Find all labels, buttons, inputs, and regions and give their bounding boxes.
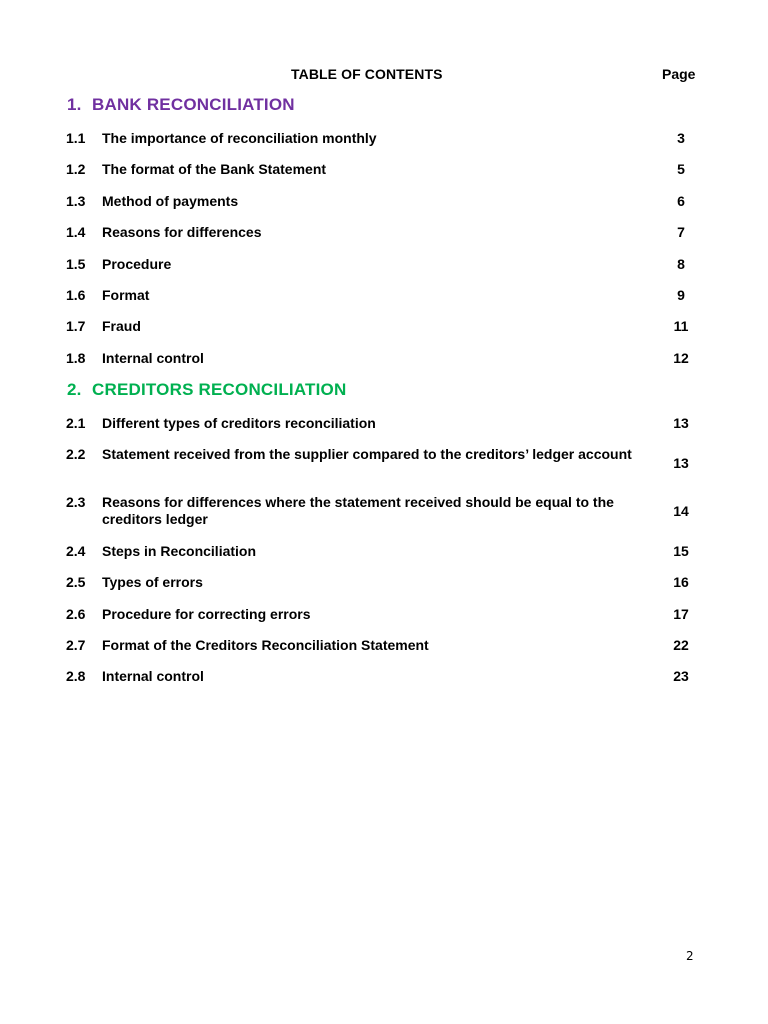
entry-number: 1.8 <box>66 350 86 366</box>
entry-page: 8 <box>677 256 685 272</box>
toc-header <box>0 66 768 86</box>
entry-label: Internal control <box>102 350 204 366</box>
entry-page: 5 <box>677 161 685 177</box>
entry-page: 9 <box>677 287 685 303</box>
entry-number: 2.5 <box>66 574 86 590</box>
section-number: 1. <box>67 95 82 114</box>
entry-label: Reasons for differences <box>102 224 262 240</box>
entry-page: 7 <box>677 224 685 240</box>
entry-number: 2.4 <box>66 543 86 559</box>
entry-label: Internal control <box>102 668 204 684</box>
entry-number: 1.1 <box>66 130 86 146</box>
page-number: 2 <box>686 949 694 963</box>
entry-label: Procedure for correcting errors <box>102 606 311 622</box>
entry-label: Different types of creditors reconciliation <box>102 415 376 431</box>
entry-number: 1.4 <box>66 224 86 240</box>
section-title: BANK RECONCILIATION <box>92 95 295 114</box>
section-heading-bank-reconciliation <box>67 95 295 115</box>
entry-page: 13 <box>673 455 689 471</box>
entry-label: Procedure <box>102 256 172 272</box>
entry-page: 11 <box>673 318 689 334</box>
entry-number: 2.8 <box>66 668 86 684</box>
entry-label: Types of errors <box>102 574 203 590</box>
entry-label: Fraud <box>102 318 141 334</box>
entry-page: 14 <box>673 503 689 519</box>
entry-number: 1.6 <box>66 287 86 303</box>
entry-page: 6 <box>677 193 685 209</box>
entry-page: 17 <box>673 606 689 622</box>
entry-number: 2.1 <box>66 415 86 431</box>
entry-label: Method of payments <box>102 193 239 209</box>
section-number: 2. <box>67 380 82 399</box>
entry-number: 2.6 <box>66 606 86 622</box>
entry-number: 2.7 <box>66 637 86 653</box>
entry-number: 2.2 <box>66 446 86 462</box>
entry-number: 1.5 <box>66 256 86 272</box>
entry-label: Format <box>102 287 150 303</box>
entry-number: 1.2 <box>66 161 86 177</box>
entry-page: 22 <box>673 637 689 653</box>
entry-page: 16 <box>673 574 689 590</box>
entry-page: 3 <box>677 130 685 146</box>
entry-label: The format of the Bank Statement <box>102 161 327 177</box>
entry-number: 2.3 <box>66 494 86 510</box>
section-title: CREDITORS RECONCILIATION <box>92 380 347 399</box>
entry-page: 15 <box>673 543 689 559</box>
entry-page: 12 <box>673 350 689 366</box>
entry-page: 13 <box>673 415 689 431</box>
entry-number: 1.3 <box>66 193 86 209</box>
toc-title: TABLE OF CONTENTS <box>291 66 443 82</box>
entry-label: Reasons for differences where the statement received should be equal to the creditors ledger <box>102 494 614 527</box>
entry-label: The importance of reconciliation monthly <box>102 130 377 146</box>
toc-page-column-label: Page <box>662 66 696 82</box>
entry-page: 23 <box>673 668 689 684</box>
entry-number: 1.7 <box>66 318 86 334</box>
section-heading-creditors-reconciliation <box>67 380 346 400</box>
entry-label: Statement received from the supplier compared to the creditors’ ledger account <box>102 446 632 462</box>
entry-label: Format of the Creditors Reconciliation Statement <box>102 637 429 653</box>
entry-label: Steps in Reconciliation <box>102 543 257 559</box>
